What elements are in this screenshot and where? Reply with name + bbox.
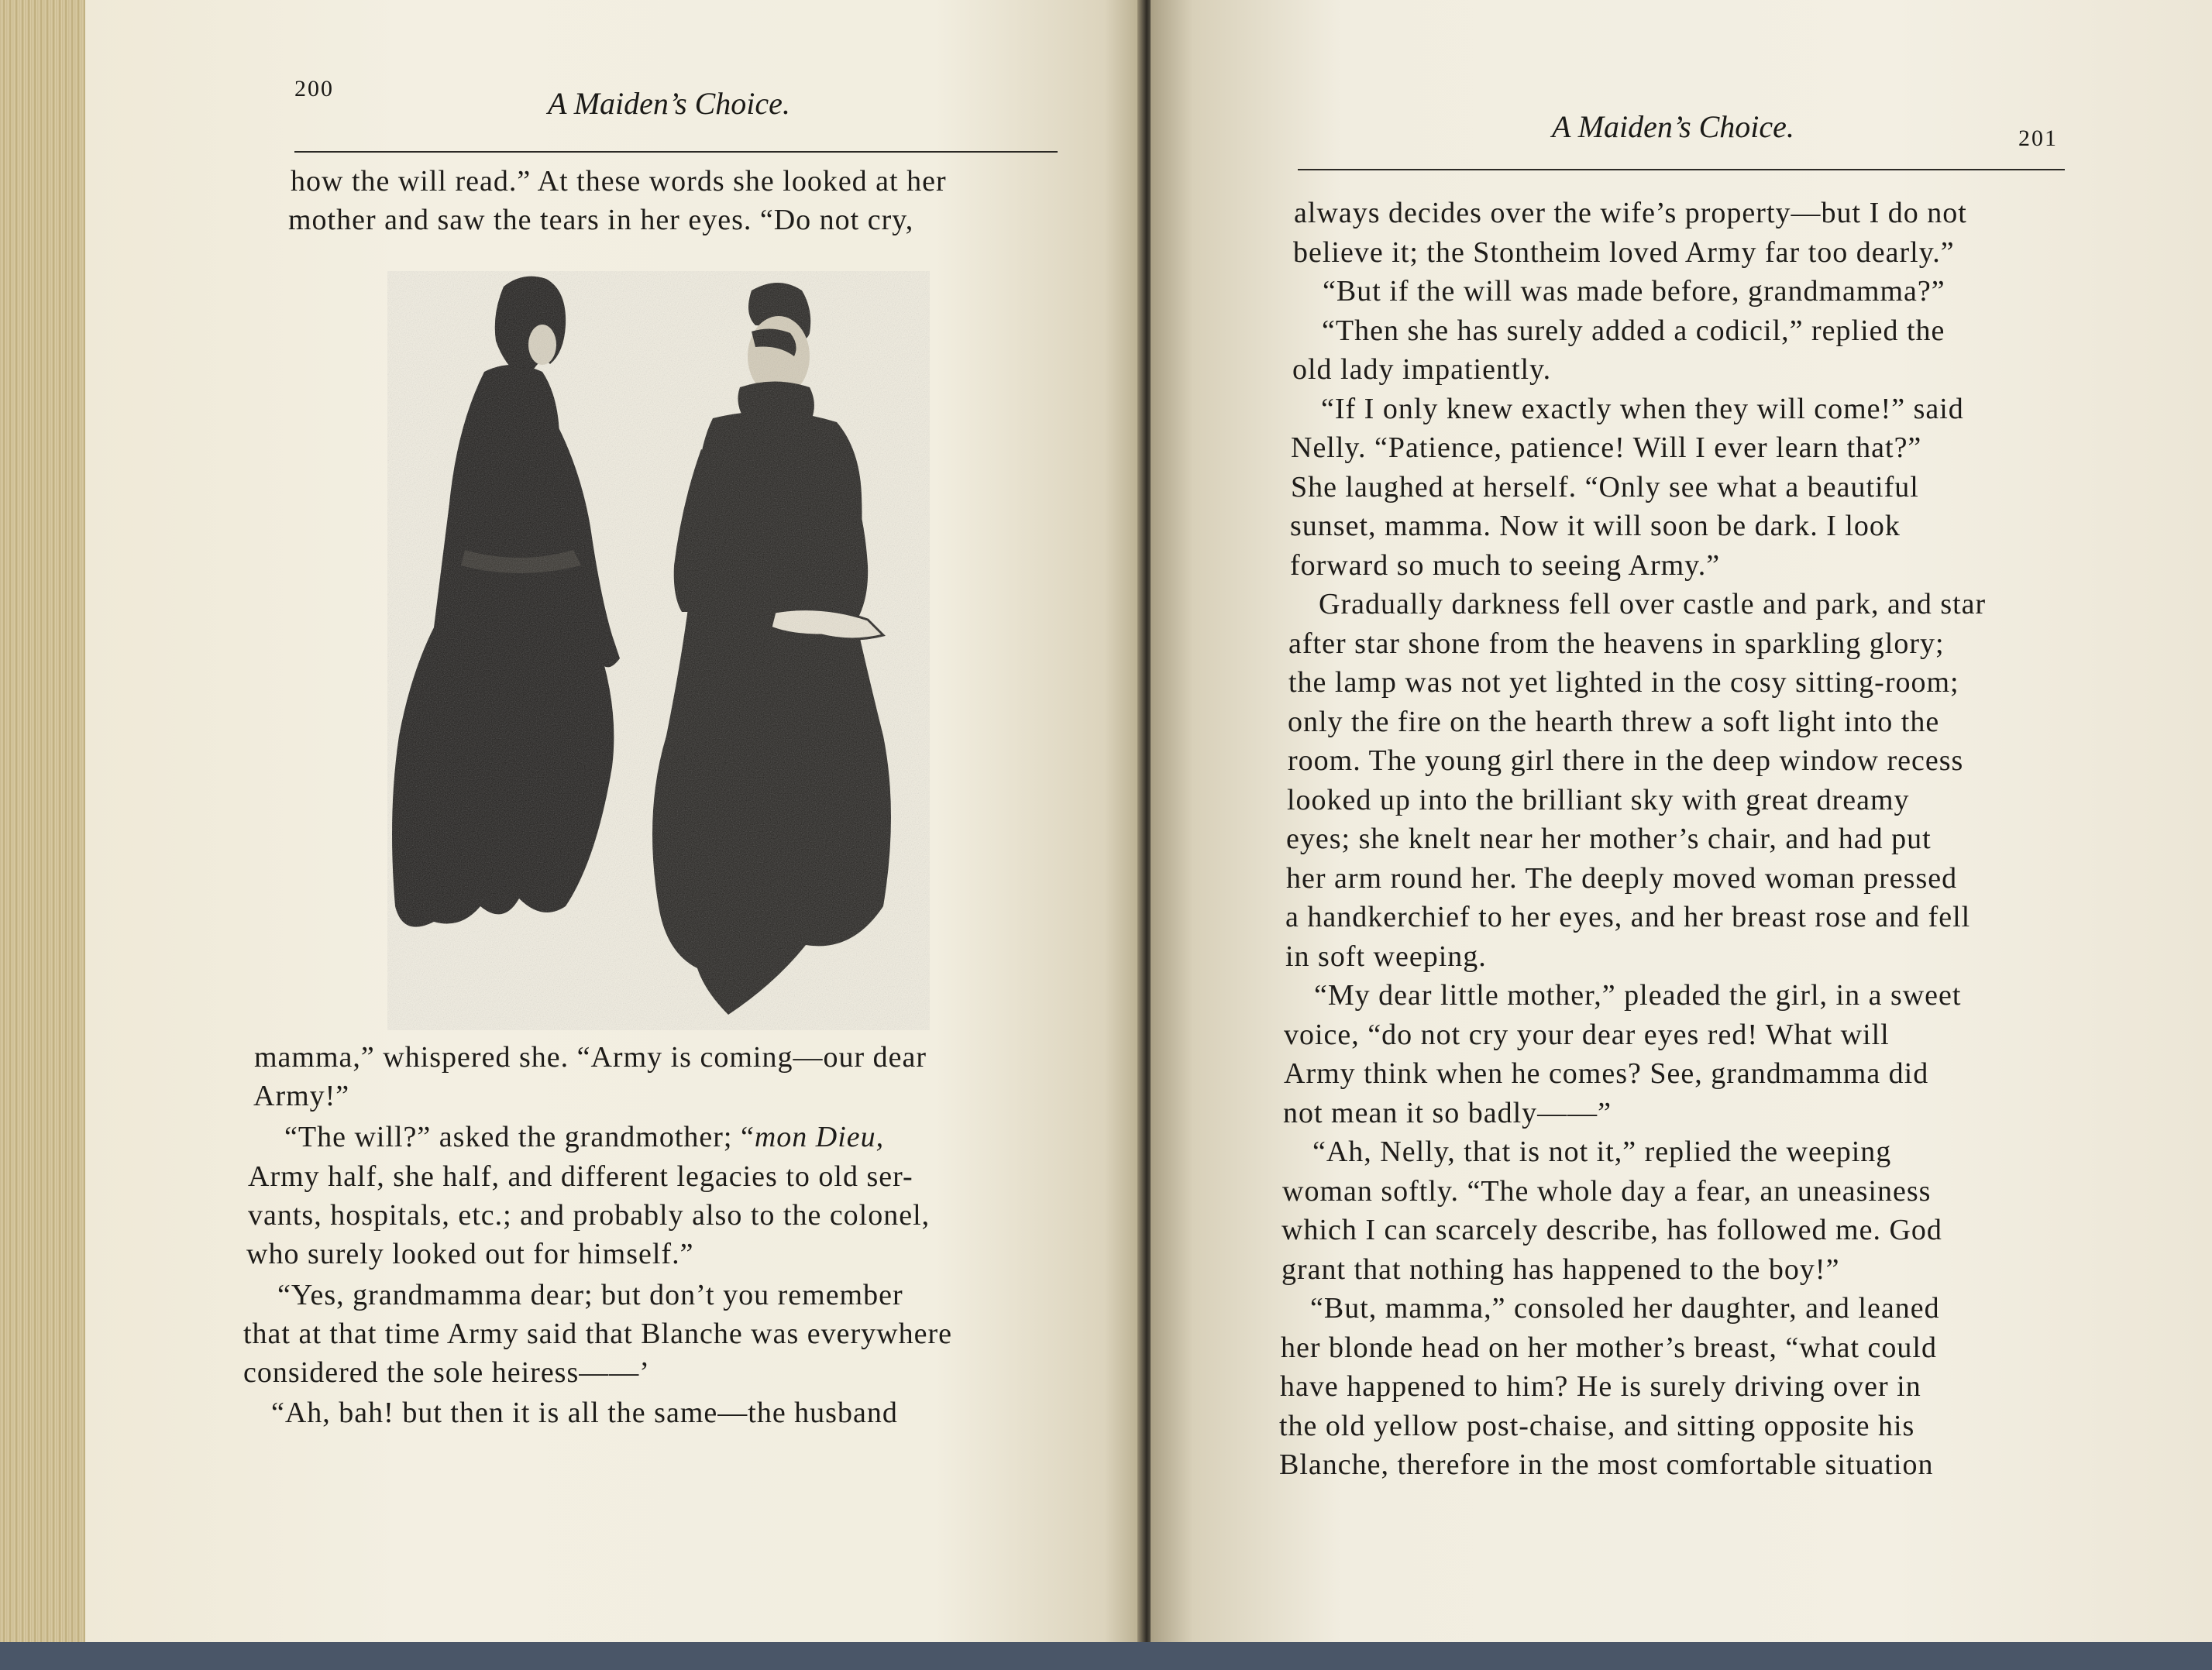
text-line: Gradually darkness fell over castle and park, and star bbox=[1319, 588, 1987, 620]
right-header-rule bbox=[1298, 169, 2065, 170]
text-line: Nelly. “Patience, patience! Will I ever learn that?” bbox=[1291, 431, 1922, 464]
text-line: always decides over the wife’s property—but I do not bbox=[1294, 197, 1967, 229]
text-line: old lady impatiently. bbox=[1292, 353, 1552, 386]
text-line: the old yellow post-chaise, and sitting opposite his bbox=[1279, 1409, 1915, 1442]
right-page-number: 201 bbox=[2018, 125, 2058, 151]
text-line: Army half, she half, and different legacies to old ser- bbox=[248, 1160, 913, 1193]
text-line: not mean it so badly——” bbox=[1283, 1096, 1612, 1129]
text-line: “But if the will was made before, grandmamma?” bbox=[1323, 275, 1945, 308]
text-line: grant that nothing has happened to the boy!” bbox=[1281, 1252, 1840, 1286]
text-line: how the will read.” At these words she looked at her bbox=[291, 165, 947, 198]
text-line: a handkerchief to her eyes, and her breast rose and fell bbox=[1285, 901, 1971, 933]
text-line: Army!” bbox=[253, 1080, 350, 1112]
text-line: the lamp was not yet lighted in the cosy sitting-room; bbox=[1288, 666, 1959, 699]
text-line: “Ah, Nelly, that is not it,” replied the weeping bbox=[1312, 1136, 1892, 1168]
left-page-number: 200 bbox=[294, 76, 334, 101]
italic-phrase: mon Dieu, bbox=[754, 1121, 885, 1153]
page-edges bbox=[0, 0, 97, 1642]
text-line bbox=[284, 1120, 884, 1154]
text-line: her blonde head on her mother’s breast, “what could bbox=[1281, 1331, 1937, 1364]
text-line: believe it; the Stontheim loved Army far too dearly.” bbox=[1293, 235, 1955, 269]
text-line: have happened to him? He is surely driving over in bbox=[1280, 1370, 1921, 1403]
text-line: her arm round her. The deeply moved woman pressed bbox=[1286, 861, 1958, 895]
text-line: “Ah, bah! but then it is all the same—the husband bbox=[271, 1397, 898, 1429]
text-line: forward so much to seeing Army.” bbox=[1290, 548, 1721, 582]
text-line: “Yes, grandmamma dear; but don’t you remember bbox=[277, 1279, 903, 1311]
left-running-title: A Maiden’s Choice. bbox=[548, 86, 790, 121]
right-running-title: A Maiden’s Choice. bbox=[1552, 109, 1794, 144]
engraving-illustration bbox=[387, 271, 930, 1030]
text-line: mamma,” whispered she. “Army is coming—our dear bbox=[254, 1041, 927, 1074]
text-line: mother and saw the tears in her eyes. “Do not cry, bbox=[288, 204, 914, 236]
text-line: vants, hospitals, etc.; and probably also to the colonel, bbox=[248, 1199, 931, 1232]
text-line: Army think when he comes? See, grandmamma did bbox=[1284, 1057, 1929, 1090]
left-header-rule bbox=[294, 151, 1058, 153]
text-line: in soft weeping. bbox=[1285, 940, 1487, 973]
text-line: “My dear little mother,” pleaded the girl, in a sweet bbox=[1314, 979, 1962, 1012]
text-line: who surely looked out for himself.” bbox=[246, 1238, 694, 1270]
text-line: woman softly. “The whole day a fear, an uneasiness bbox=[1282, 1174, 1932, 1208]
text-line: after star shone from the heavens in sparkling glory; bbox=[1288, 627, 1945, 660]
text-line: looked up into the brilliant sky with great dreamy bbox=[1287, 783, 1910, 816]
text-line: which I can scarcely describe, has followed me. God bbox=[1281, 1214, 1942, 1246]
text-line: eyes; she knelt near her mother’s chair, and had put bbox=[1286, 823, 1932, 855]
text-line: sunset, mamma. Now it will soon be dark. I look bbox=[1290, 510, 1901, 542]
text-line: “If I only knew exactly when they will come!” said bbox=[1321, 392, 1964, 425]
text-line: only the fire on the hearth threw a soft light into the bbox=[1288, 705, 1940, 738]
text-line: “Then she has surely added a codicil,” replied the bbox=[1322, 314, 1945, 347]
text-line: that at that time Army said that Blanche was everywhere bbox=[243, 1318, 952, 1350]
text-line: Blanche, therefore in the most comfortable situation bbox=[1279, 1448, 1934, 1481]
text-line: She laughed at herself. “Only see what a beautiful bbox=[1291, 470, 1919, 503]
text-span: “The will?” asked the grandmother; “ bbox=[284, 1121, 755, 1153]
text-line: considered the sole heiress——’ bbox=[243, 1356, 650, 1389]
text-line: voice, “do not cry your dear eyes red! What will bbox=[1284, 1018, 1890, 1051]
text-line: room. The young girl there in the deep window recess bbox=[1288, 744, 1964, 777]
text-line: “But, mamma,” consoled her daughter, and leaned bbox=[1310, 1292, 1940, 1325]
